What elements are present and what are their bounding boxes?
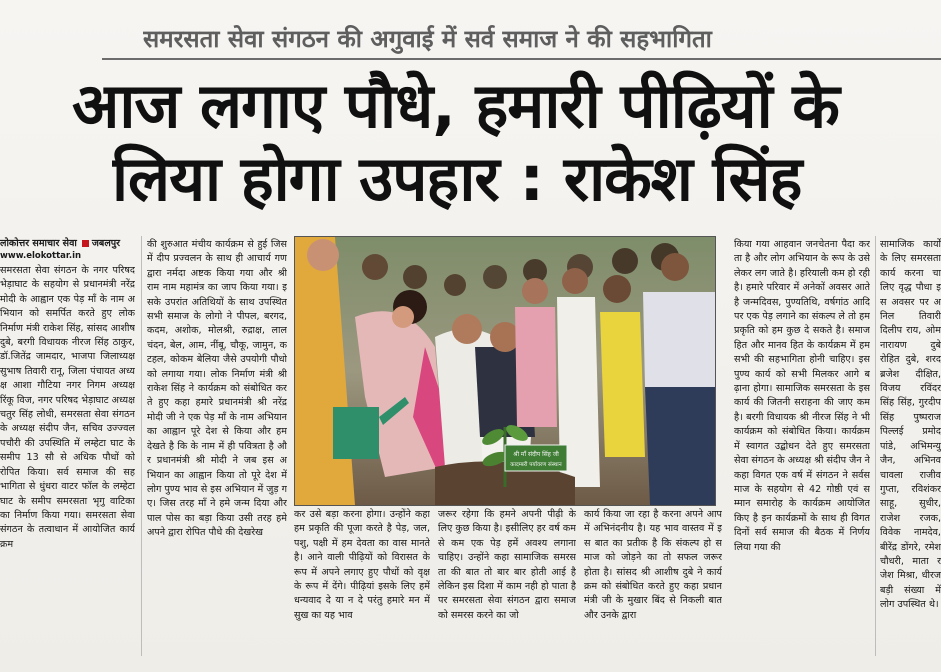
kicker-headline: समरसता सेवा संगठन की अगुवाई में सर्व समाज ने की सहभागिता [143, 25, 712, 53]
byline-source: लोकोत्तर समाचार सेवा [0, 238, 77, 249]
article-column-6: किया गया आहवान जनचेतना पैदा करता है और लोग अभियान के रूप के उसे लेकर लग जाते है। हरियाली कम हो रही है। हमारे परिवार में अनेकों अवसर आते है जन्मदिवस, पुण्यतिथि, वर्षगांठ आदि पर एक पेड़ लगाने का संकल्प ले तो हम प्रकृति को हम कुछ दे सकते है। समाज हित और मानव हित के कार्यक्रम में हम सभी की सहभागिता होनी चाहिए। इस पुण्य कार्य को सभी मिलकर आगे बढ़ाना होगा। सामाजिक समरसता के इस कार्य की जितनी सराहना की जाए कम है। बरगी विधायक श्री नीरज सिंह ने भी कार्यक्रम को संबोधित किया। कार्यक्रम में स्वागत उद्बोधन देते हुए समरसता सेवा संगठन के अध्यक्ष श्री संदीप जैन ने कहा विगत एक वर्ष में संगठन ने सर्वसमाज के सहयोग से 42 गोष्ठी एवं सम्मान समारोह के कार्यक्रम आयोजित किए है इन कार्यक्रमों के साथ ही विगत दिनों सर्व समाज की बैठक में निर्णय लिया गया की [734, 239, 870, 553]
byline [0, 236, 135, 262]
article-column-3: कर उसे बड़ा करना होगा। उन्होंने कहा हम प्रकृति की पूजा करते है पेड़, जल, पशु, पक्षी में हम देवता का वास मानते है। आने वाली पीढ़ियों को विरासत के रूप में अपने लगाए हुए पौधों को वृक्ष के रूप में देंगे। पीढ़ियां इसके लिए हमें धन्यवाद दे या न दे परंतु हमारे मन में सुख का यह भाव [294, 509, 430, 621]
tree-planting-photo [295, 237, 715, 505]
byline-website: www.elokottar.in [0, 251, 82, 261]
article-column-2: की शुरुआत मंचीय कार्यक्रम से हुई जिसमें दीप प्रज्वलन के साथ ही आचार्य गण द्वारा नर्मदा अष्टक किया गया और श्री राम नाम महामंत्र का जाप किया गया। इसके उपरांत अतिथियों के साथ उपस्थित सभी समाज के लोगो ने पीपल, बरगद, कदम, अशोक, मोलश्री, रुद्राक्ष, लाल चंदन, बेल, आम, नींबू, चौकू, जामुन, कटहल, कोकम बेलिया जैसे उपयोगी पौधो को लगाया गया। लोक निर्माण मंत्री श्री राकेश सिंह ने कार्यक्रम को संबोधित करते हुए कहा हमारे प्रधानमंत्री श्री नरेंद्र मोदी जी ने एक पेड़ माँ के नाम अभियान का आह्वान पूरे देश से किया और हम देखते है कि के नाम में ही पवित्रता है और प्रधानमंत्री श्री मोदी ने जब इस अभियान का आह्वान किया तो पूरे देश में लोग पुण्य भाव से इस अभियान में जुड़ गए। जिस तरह माँ ने हमे जन्म दिया और पाल पोस का बड़ा किया उसी तरह हमे अपने द्वारा रोपित पौधे की देखरेख [147, 239, 287, 539]
article-column-5: कार्य किया जा रहा है करना अपने आप में अभिनंदनीय है। यह भाव वास्तव में इस बात का प्रतीक है कि संकल्प हो समाज को जोड़ने का तो सफल जरूर होता है। सांसद श्री आशीष दुबे ने कार्यक्रम को संबोधित करते हुए कहा प्रधानमंत्री जी के मुखार बिंद से निकली बात और उनके द्वारा [584, 509, 722, 621]
sign-text-1: श्री माँ संदीप सिंह जी [513, 451, 559, 458]
column-divider [141, 236, 142, 656]
sign-text-2: कादम्बरी पर्यावरण संस्थान [510, 462, 562, 468]
main-headline-line1: आज लगाए पौधे, हमारी पीढ़ियों के [72, 69, 839, 142]
news-photo [294, 236, 716, 506]
article-column-7: सामाजिक कार्यों के लिए समरसता कार्य करना चा लिए वृद्ध पौधा इस अवसर पर अनिल तिवारी दिलीप राय, ओमनारायण दुबे रोहित दुबे, शरद ब्रजेश दीक्षित, विजय रविंदर सिंह सिंह, गुरदीप सिंह पुष्पराज पिल्लई प्रमोद पांडे, अभिमन्यु जैन, अभिनव चावला राजीव गुप्ता, रविशंकर साहू, सुधीर, राजेश रजक, विवेक नामदेव, बीरेंद्र डोंगरे, रमेश चौधरी, माता रजेश मिश्रा, धीरज बड़ी संख्या में लोग उपस्थित थे। [880, 239, 941, 611]
byline-city: जबलपुर [91, 238, 121, 249]
column-divider [875, 236, 876, 656]
article-column-4: जरूर रहेगा कि हमने अपनी पीढ़ी के लिए कुछ किया है। इसीलिए हर वर्ष कम से कम एक पेड़ हमें अवश्य लगाना चाहिए। उन्होंने कहा सामाजिक समरसता की बात तो बार बार होती आई है लेकिन इस दिशा में काम नही हो पाता है पर समरसता सेवा संगठन द्वारा समाज को समरस करने का जो [438, 509, 576, 621]
main-headline-line2: लिया होगा उपहार : राकेश सिंह [112, 142, 802, 215]
article-column-1: समरसता सेवा संगठन के नगर परिषद भेड़ाघाट के सहयोग से प्रधानमंत्री नरेंद्र मोदी के आह्वान एक पेड़ माँ के नाम अभियान को समर्पित करते हुए लोक निर्माण मंत्री राकेश सिंह, सांसद आशीष दुबे, बरगी विधायक नीरज सिंह ठाकुर, डॉ.जितेंद्र जामदार, भाजपा जिलाध्यक्ष सुभाष तिवारी रानू, जिला पंचायत अध्यक्ष आशा गौटिया नगर निगम अध्यक्ष रिंकू विज, नगर परिषद भेड़ाघाट अध्यक्ष चतुर सिंह लोधी, समरसता सेवा संगठन के अध्यक्ष संदीप जैन, सचिव उज्ज्वल पचौरी की उपस्थिति में लम्हेटा घाट के समीप 13 सौ से अधिक पौधों को रोपित किया। सर्व समाज की सहभागिता से धुंधरा वाटर फॉल के लम्हेटा घाट के समीप समरसता भृगु वाटिका का निर्माण किया गया। समरसता सेवा संगठन के तत्वाधान में आयोजित कार्यक्रम [0, 265, 135, 550]
kicker-underline [102, 58, 941, 60]
red-square-icon [82, 240, 89, 247]
